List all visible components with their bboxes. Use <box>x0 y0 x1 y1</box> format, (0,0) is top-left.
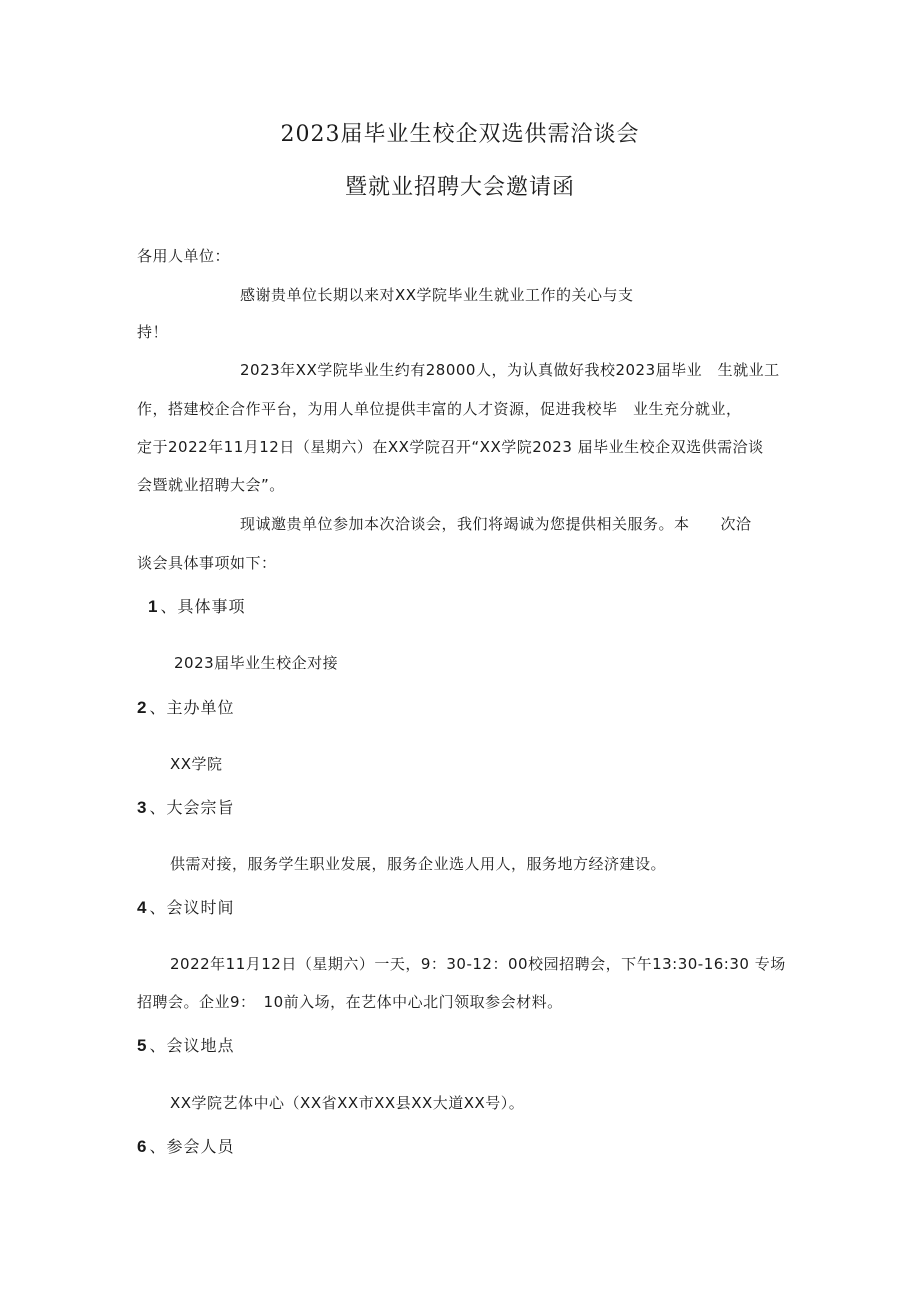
section-heading <box>137 1137 234 1157</box>
section-content: 2023届毕业生校企对接 <box>174 654 339 672</box>
section-number: 1 <box>148 597 159 616</box>
section-number: 2 <box>137 698 148 717</box>
section-title: 、参会人员 <box>149 1137 235 1156</box>
section-number: 5 <box>137 1036 148 1055</box>
section-content: XX学院 <box>170 755 223 773</box>
section-content: XX学院艺体中心（XX省XX市XX县XX大道XX号）。 <box>170 1094 525 1112</box>
paragraph-line: 现诚邀贵单位参加本次洽谈会，我们将竭诚为您提供相关服务。本 次洽 <box>240 515 752 533</box>
paragraph-line: 作，搭建校企合作平台，为用人单位提供丰富的人才资源，促进我校毕 业生充分就业， <box>137 400 742 418</box>
section-heading <box>137 698 234 718</box>
section-heading <box>148 597 245 617</box>
salutation: 各用人单位： <box>137 247 231 265</box>
section-title: 、会议时间 <box>149 898 235 917</box>
section-heading <box>137 898 234 918</box>
paragraph-line: 2023年XX学院毕业生约有28000人，为认真做好我校2023届毕业 生就业工 <box>240 361 780 379</box>
section-title: 、具体事项 <box>160 597 246 616</box>
document-title: 2023届毕业生校企双选供需洽谈会 <box>280 122 640 147</box>
section-number: 4 <box>137 898 148 917</box>
section-heading <box>137 798 234 818</box>
section-content: 2022年11月12日（星期六）一天，9：30-12：00校园招聘会，下午13:30-16:30 专场 <box>170 955 786 973</box>
section-heading <box>137 1036 234 1056</box>
section-number: 3 <box>137 798 148 817</box>
section-content: 招聘会。企业9： 10前入场，在艺体中心北门领取参会材料。 <box>137 993 563 1011</box>
section-content: 供需对接，服务学生职业发展，服务企业选人用人，服务地方经济建设。 <box>170 855 667 873</box>
section-title: 、主办单位 <box>149 698 235 717</box>
paragraph-line: 持！ <box>137 323 169 341</box>
paragraph-line: 定于2022年11月12日（星期六）在XX学院召开“XX学院2023 届毕业生校企双选供需洽谈 <box>137 438 764 456</box>
paragraph-line: 会暨就业招聘大会”。 <box>137 476 285 494</box>
paragraph-line: 感谢贵单位长期以来对XX学院毕业生就业工作的关心与支 <box>240 286 634 304</box>
section-number: 6 <box>137 1137 148 1156</box>
section-title: 、会议地点 <box>149 1036 235 1055</box>
document-subtitle: 暨就业招聘大会邀请函 <box>344 175 575 200</box>
section-title: 、大会宗旨 <box>149 798 235 817</box>
paragraph-line: 谈会具体事项如下： <box>137 554 277 572</box>
